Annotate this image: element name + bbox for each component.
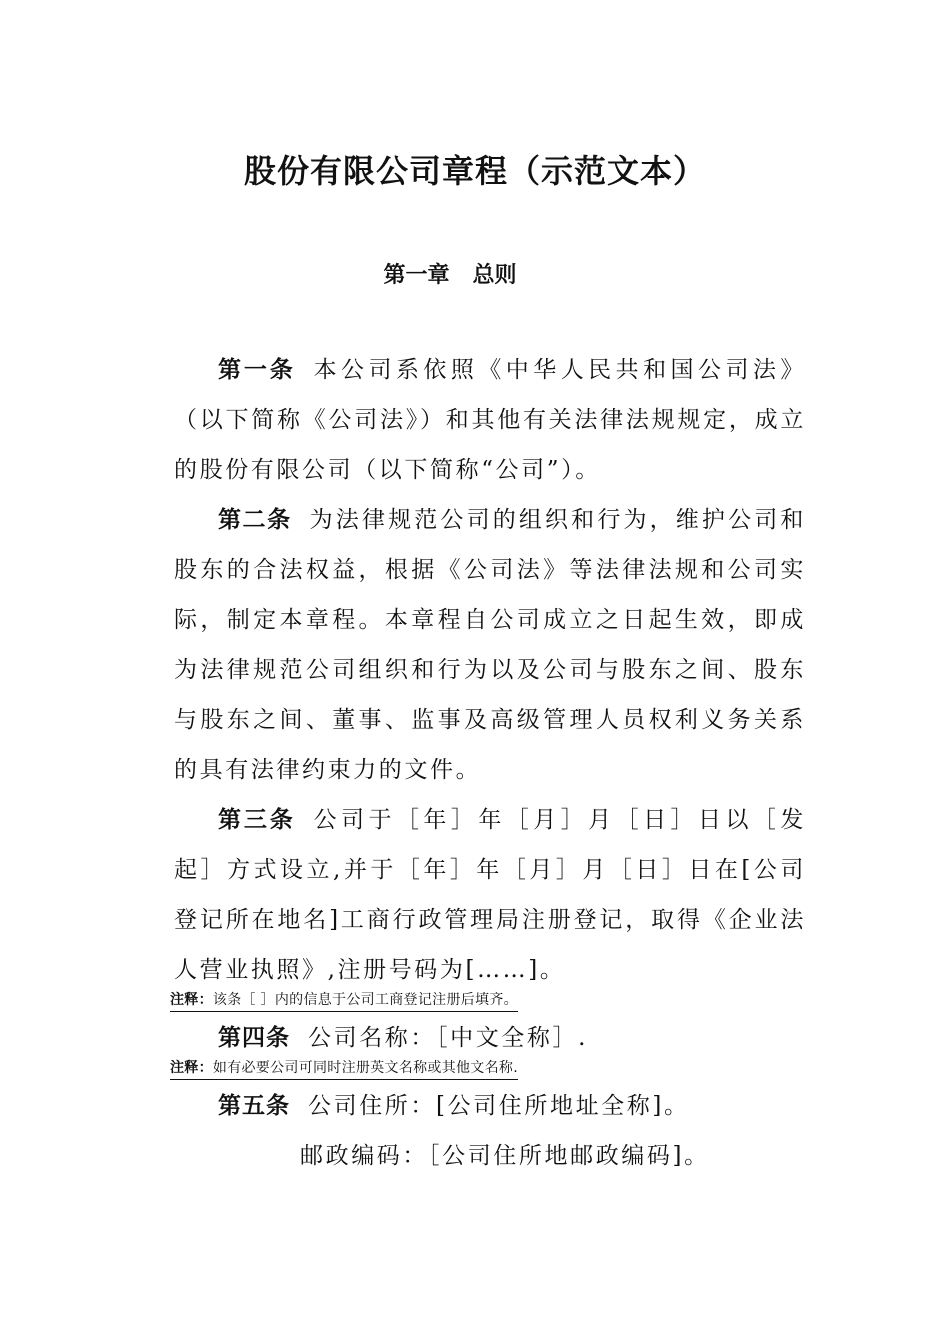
- article-label: 第二条: [218, 507, 292, 533]
- article-text: 本公司系依照《中华人民共和国公司法》（以下简称《公司法》）和其他有关法律法规规定，成立的股份有限公司（以下简称“公司”）。: [174, 357, 806, 483]
- chapter-heading: [0, 258, 900, 289]
- document-title: 股份有限公司章程（示范文本）: [243, 152, 706, 190]
- chapter-name: 总则: [472, 263, 517, 288]
- article-label: 第五条: [218, 1093, 290, 1119]
- postcode-line: 邮政编码：［公司住所地邮政编码]。: [300, 1143, 710, 1169]
- note-text: 如有必要公司可同时注册英文名称或其他文名称.: [212, 1060, 518, 1076]
- article-text: 公司于［年］年［月］月［日］日以［发起］方式设立,并于［年］年［月］月［日］日在[公司登记所在地名]工商行政管理局注册登记，取得《企业法人营业执照》,注册号码为[……]。: [174, 807, 806, 983]
- note-label: 注释：: [170, 992, 213, 1008]
- article-text: 为法律规范公司的组织和行为，维护公司和股东的合法权益，根据《公司法》等法律法规和公司实际，制定本章程。本章程自公司成立之日起生效，即成为法律规范公司组织和行为以及公司与股东之间、股东与股东之间、董事、监事及高级管理人员权利义务关系的具有法律约束力的文件。: [174, 507, 806, 783]
- article-4: [174, 1013, 806, 1063]
- note-2-block: [170, 1057, 806, 1081]
- article-label: 第三条: [218, 807, 296, 833]
- article-5: [174, 1081, 806, 1131]
- note-1: [170, 991, 518, 1012]
- article-1: [174, 345, 806, 495]
- document-body: [170, 345, 806, 1181]
- note-1-block: [170, 989, 806, 1013]
- article-label: 第四条: [218, 1025, 290, 1051]
- article-text: 公司名称：［中文全称］.: [308, 1025, 589, 1051]
- note-label: 注释：: [170, 1060, 213, 1076]
- note-text: 该条［ ］内的信息于公司工商登记注册后填齐。: [212, 992, 518, 1008]
- article-3: [174, 795, 806, 995]
- article-label: 第一条: [218, 357, 296, 383]
- note-2: [170, 1059, 518, 1080]
- article-text: 公司住所：[公司住所地址全称]。: [308, 1093, 690, 1119]
- article-2: [174, 495, 806, 795]
- chapter-number: 第一章: [383, 263, 450, 288]
